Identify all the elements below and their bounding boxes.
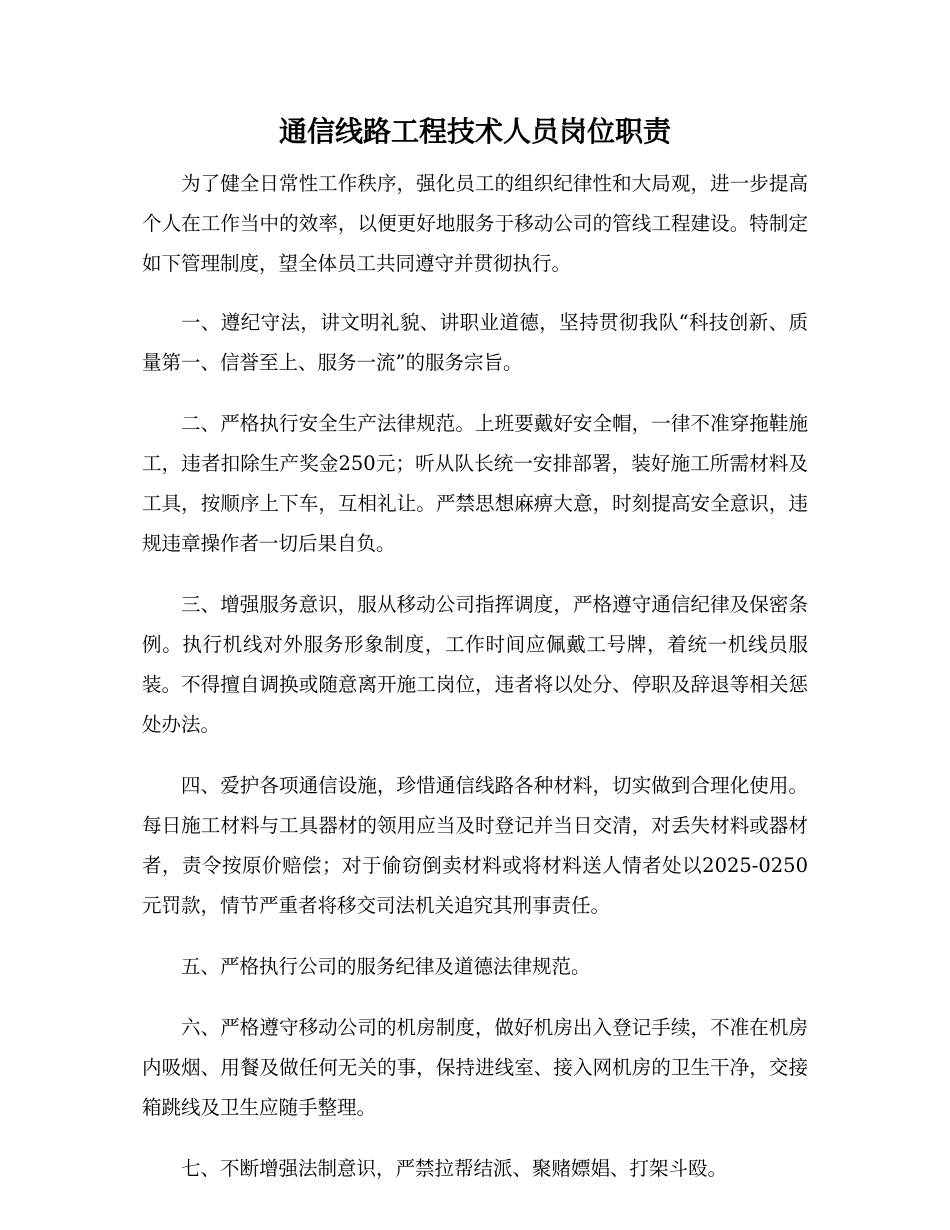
intro-paragraph: 为了健全日常性工作秩序，强化员工的组织纪律性和大局观，进一步提高个人在工作当中的效率，以便更好地服务于移动公司的管线工程建设。特制定如下管理制度，望全体员工共同遵守并贯彻执行。 (142, 172, 808, 275)
rule-paragraph-2: 二、严格执行安全生产法律规范。上班要戴好安全帽，一律不准穿拖鞋施工，违者扣除生产奖金250元；听从队长统一安排部署，装好施工所需材料及工具，按顺序上下车，互相礼让。严禁思想麻痹大意，时刻提高安全意识，违规违章操作者一切后果自负。 (142, 412, 808, 555)
rule-paragraph-5: 五、严格执行公司的服务纪律及道德法律规范。 (181, 955, 591, 978)
rule-paragraph-4: 四、爱护各项通信设施，珍惜通信线路各种材料，切实做到合理化使用。每日施工材料与工具器材的领用应当及时登记并当日交清，对丢失材料或器材者，责令按原价赔偿；对于偷窃倒卖材料或将材料送人情者处以2025-0250元罚款，情节严重者将移交司法机关追究其刑事责任。 (142, 774, 808, 917)
document-body (142, 164, 808, 1189)
rule-paragraph-3: 三、增强服务意识，服从移动公司指挥调度，严格遵守通信纪律及保密条例。执行机线对外服务形象制度，工作时间应佩戴工号牌，着统一机线员服装。不得擅自调换或随意离开施工岗位，违者将以处分、停职及辞退等相关惩处办法。 (142, 593, 808, 736)
rule-paragraph-1: 一、遵纪守法，讲文明礼貌、讲职业道德，坚持贯彻我队“科技创新、质量第一、信誉至上、服务一流”的服务宗旨。 (142, 311, 808, 374)
rule-paragraph-6: 六、严格遵守移动公司的机房制度，做好机房出入登记手续，不准在机房内吸烟、用餐及做任何无关的事，保持进线室、接入网机房的卫生干净，交接箱跳线及卫生应随手整理。 (142, 1016, 808, 1119)
document-title: 通信线路工程技术人员岗位职责 (278, 115, 671, 148)
rule-paragraph-7: 七、不断增强法制意识，严禁拉帮结派、聚赌嫖娼、打架斗殴。 (181, 1157, 728, 1180)
